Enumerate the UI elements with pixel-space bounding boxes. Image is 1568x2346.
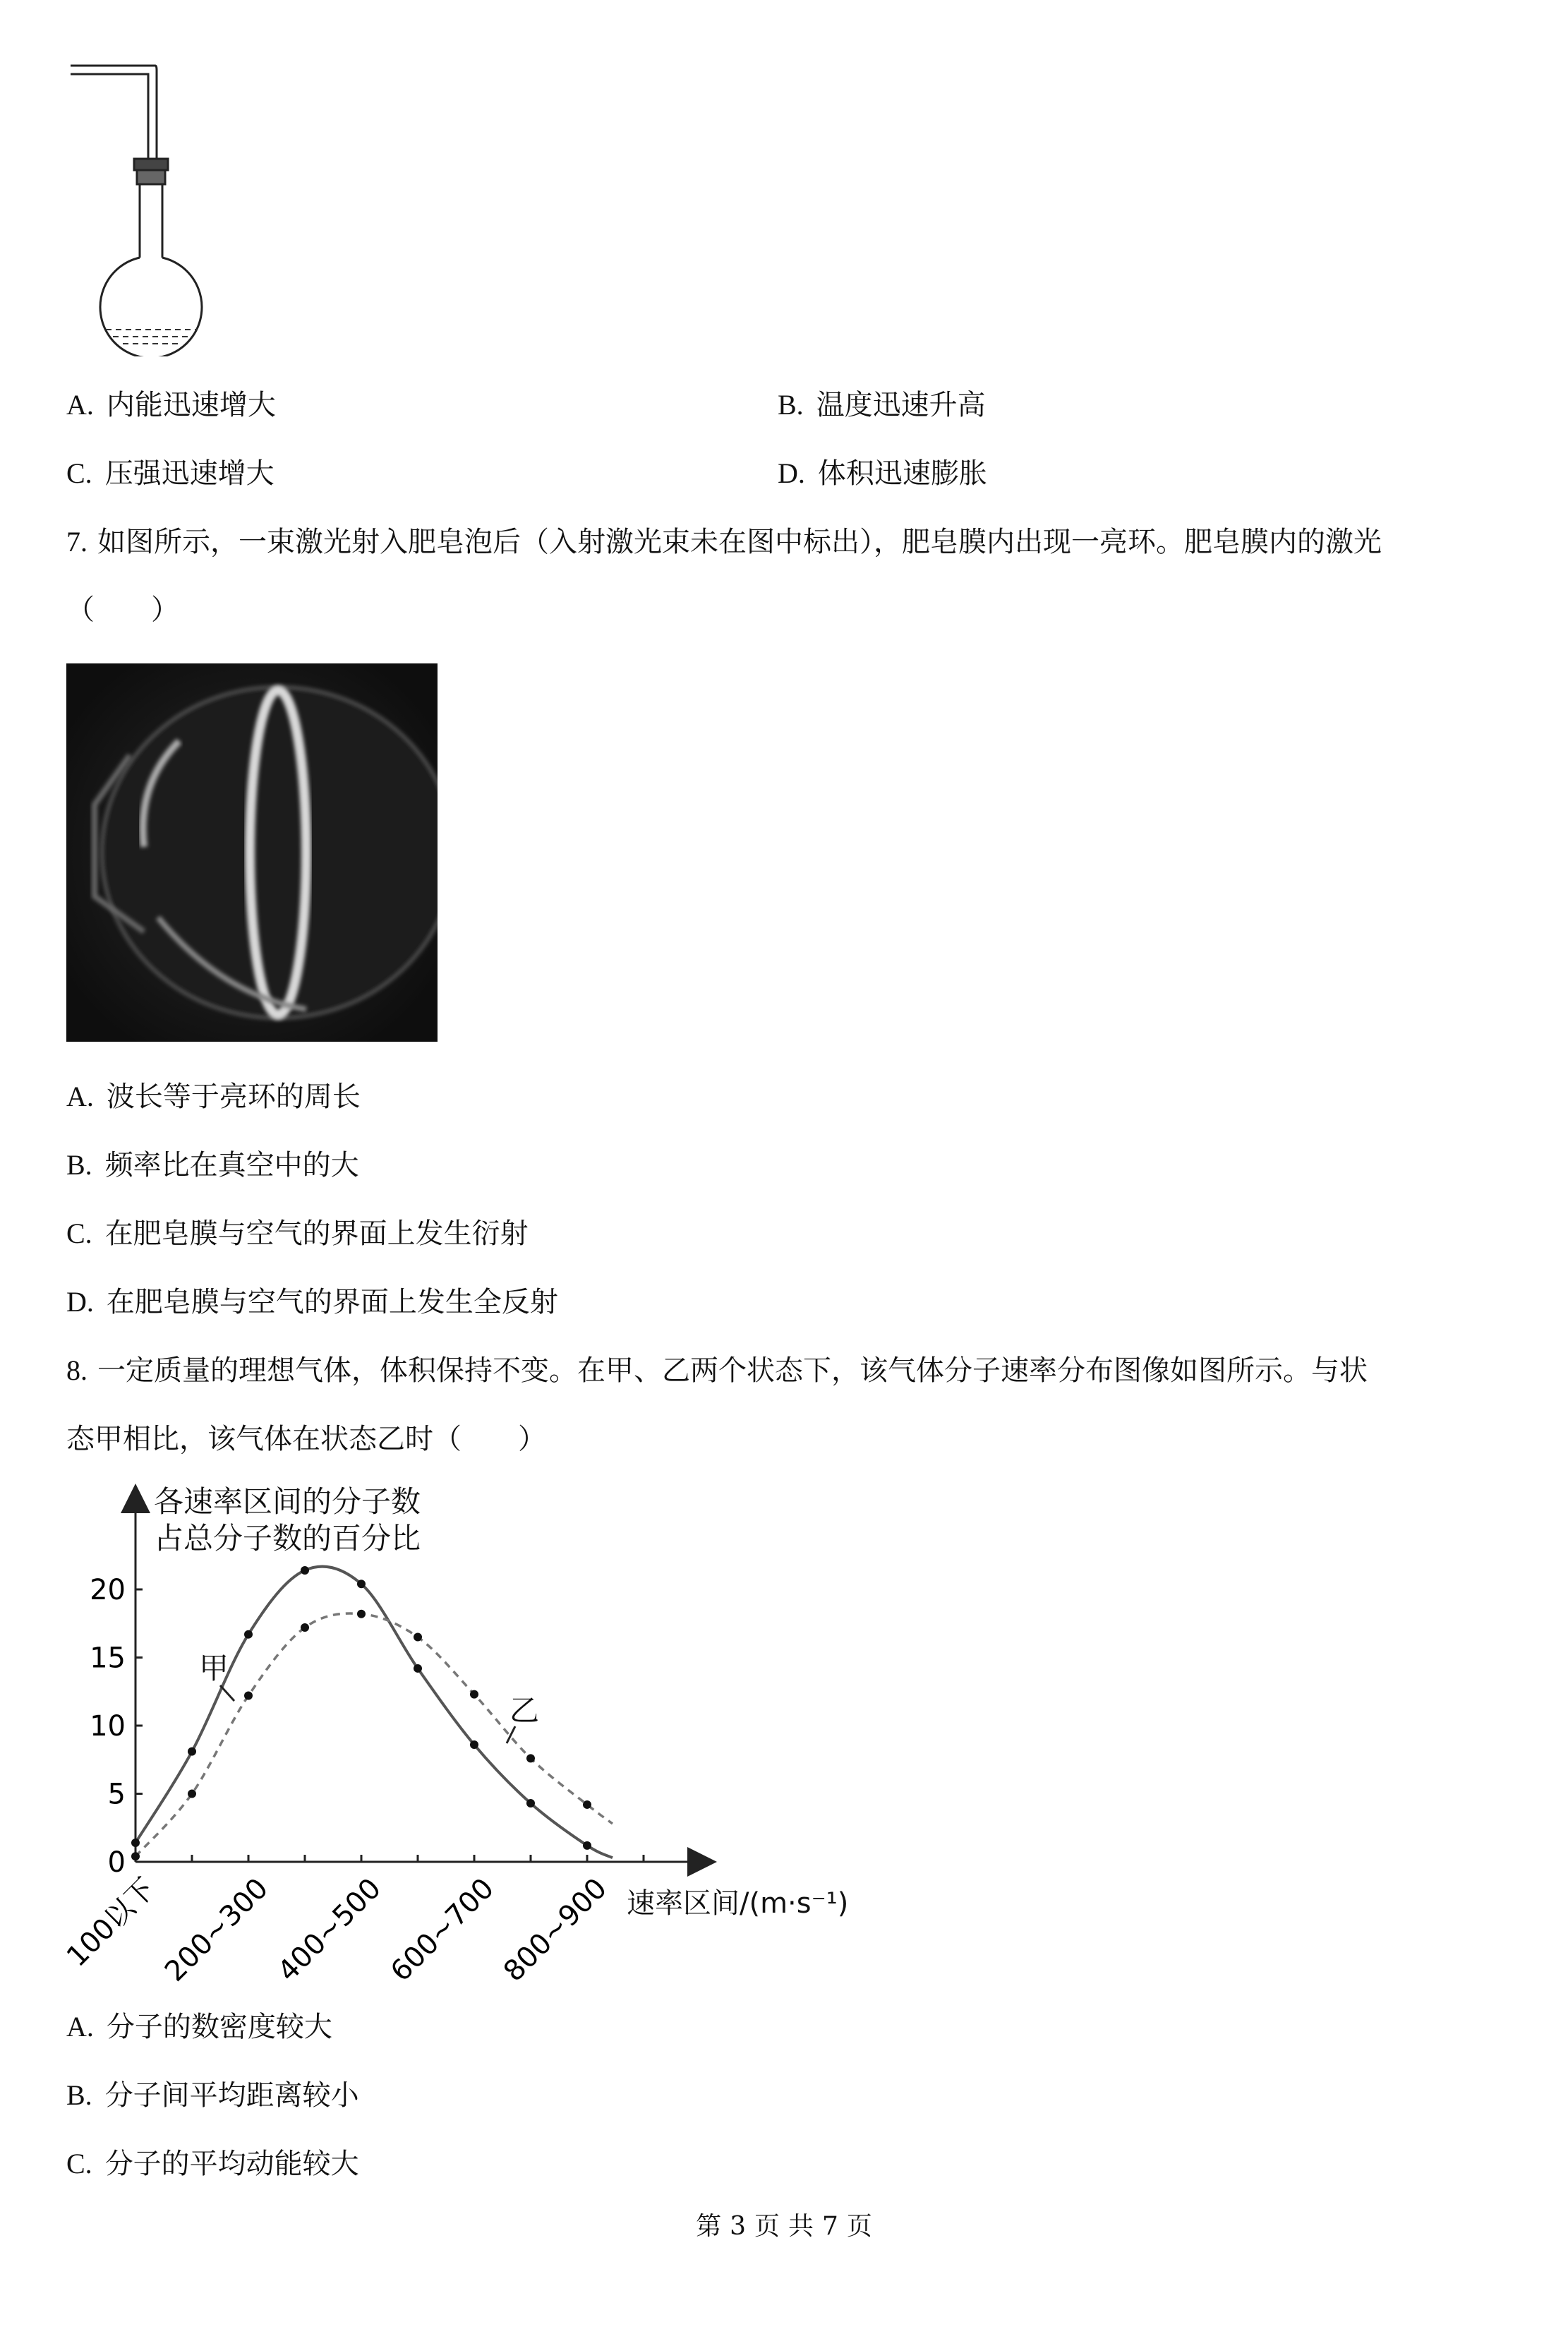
x-tick-label: 600~700 xyxy=(384,1872,501,1988)
chart-ylabel-line2: 占总分子数的百分比 xyxy=(154,1521,421,1556)
page-footer: 第 3 页 共 7 页 xyxy=(696,2212,872,2241)
chart-x-ticks xyxy=(61,1855,644,1988)
q6-option-a: A. 内能迅速增大 xyxy=(66,389,276,421)
footer-total-pages: 7 xyxy=(822,2212,838,2241)
data-point-jia xyxy=(414,1664,422,1673)
q7-option-c: C. 在肥皂膜与空气的界面上发生衍射 xyxy=(66,1217,529,1250)
x-tick-label: 400~500 xyxy=(271,1872,388,1988)
flask-figure xyxy=(64,60,219,356)
data-point-jia xyxy=(357,1580,366,1588)
data-point-yi xyxy=(414,1633,422,1642)
data-point-jia xyxy=(188,1748,196,1756)
q7-stem: 7. 如图所示，一束激光射入肥皂泡后（入射激光束未在图中标出），肥皂膜内出现一亮环。肥皂膜内的激光 xyxy=(66,526,1382,558)
q8-stem: 8. 一定质量的理想气体，体积保持不变。在甲、乙两个状态下，该气体分子速率分布图像如图所示。与状 xyxy=(66,1354,1368,1387)
x-tick-label: 800~900 xyxy=(497,1872,614,1988)
y-tick-label: 5 xyxy=(107,1778,126,1811)
q6-option-c: C. 压强迅速增大 xyxy=(66,457,275,490)
q7-option-a: A. 波长等于亮环的周长 xyxy=(66,1081,361,1113)
y-tick-label: 0 xyxy=(107,1846,126,1879)
q8-stem-line2: 态甲相比，该气体在状态乙时（ ） xyxy=(66,1423,546,1455)
data-point-yi xyxy=(526,1754,535,1762)
series-line-yi xyxy=(135,1613,613,1856)
q7-option-b: B. 频率比在真空中的大 xyxy=(66,1149,359,1181)
x-tick-label: 100以下 xyxy=(60,1872,162,1973)
series-label-jia: 甲 xyxy=(199,1651,229,1685)
q6-option-b: B. 温度迅速升高 xyxy=(778,389,986,421)
data-point-jia xyxy=(470,1740,478,1749)
y-tick-label: 20 xyxy=(90,1574,126,1606)
x-tick-label: 200~300 xyxy=(158,1872,275,1988)
chart-ylabel-line1: 各速率区间的分子数 xyxy=(154,1484,421,1519)
chart-xlabel: 速率区间/(m·s⁻¹) xyxy=(627,1887,849,1920)
data-point-yi xyxy=(357,1610,366,1618)
series-label-yi: 乙 xyxy=(509,1693,540,1728)
data-point-jia xyxy=(583,1841,591,1850)
y-tick-label: 15 xyxy=(90,1642,126,1675)
speed-distribution-chart xyxy=(49,1475,889,1997)
soap-bubble-photo xyxy=(66,663,438,1042)
q8-option-b: B. 分子间平均距离较小 xyxy=(66,2079,359,2112)
data-point-yi xyxy=(470,1690,478,1699)
q6-option-d: D. 体积迅速膨胀 xyxy=(778,457,987,490)
series-leader-jia xyxy=(220,1685,234,1701)
footer-current-page: 3 xyxy=(730,2212,746,2241)
data-point-jia xyxy=(131,1839,140,1847)
data-point-yi xyxy=(131,1852,140,1860)
q7-option-d: D. 在肥皂膜与空气的界面上发生全反射 xyxy=(66,1286,558,1318)
q7-stem-blank: （ ） xyxy=(66,594,179,626)
series-line-jia xyxy=(135,1567,613,1858)
data-point-yi xyxy=(583,1800,591,1809)
data-point-jia xyxy=(526,1799,535,1807)
q8-option-a: A. 分子的数密度较大 xyxy=(66,2011,332,2043)
data-point-jia xyxy=(244,1630,253,1639)
y-tick-label: 10 xyxy=(90,1710,126,1743)
q8-option-c: C. 分子的平均动能较大 xyxy=(66,2148,359,2180)
data-point-yi xyxy=(188,1790,196,1798)
data-point-yi xyxy=(244,1692,253,1700)
data-point-yi xyxy=(301,1623,309,1632)
data-point-jia xyxy=(301,1566,309,1575)
